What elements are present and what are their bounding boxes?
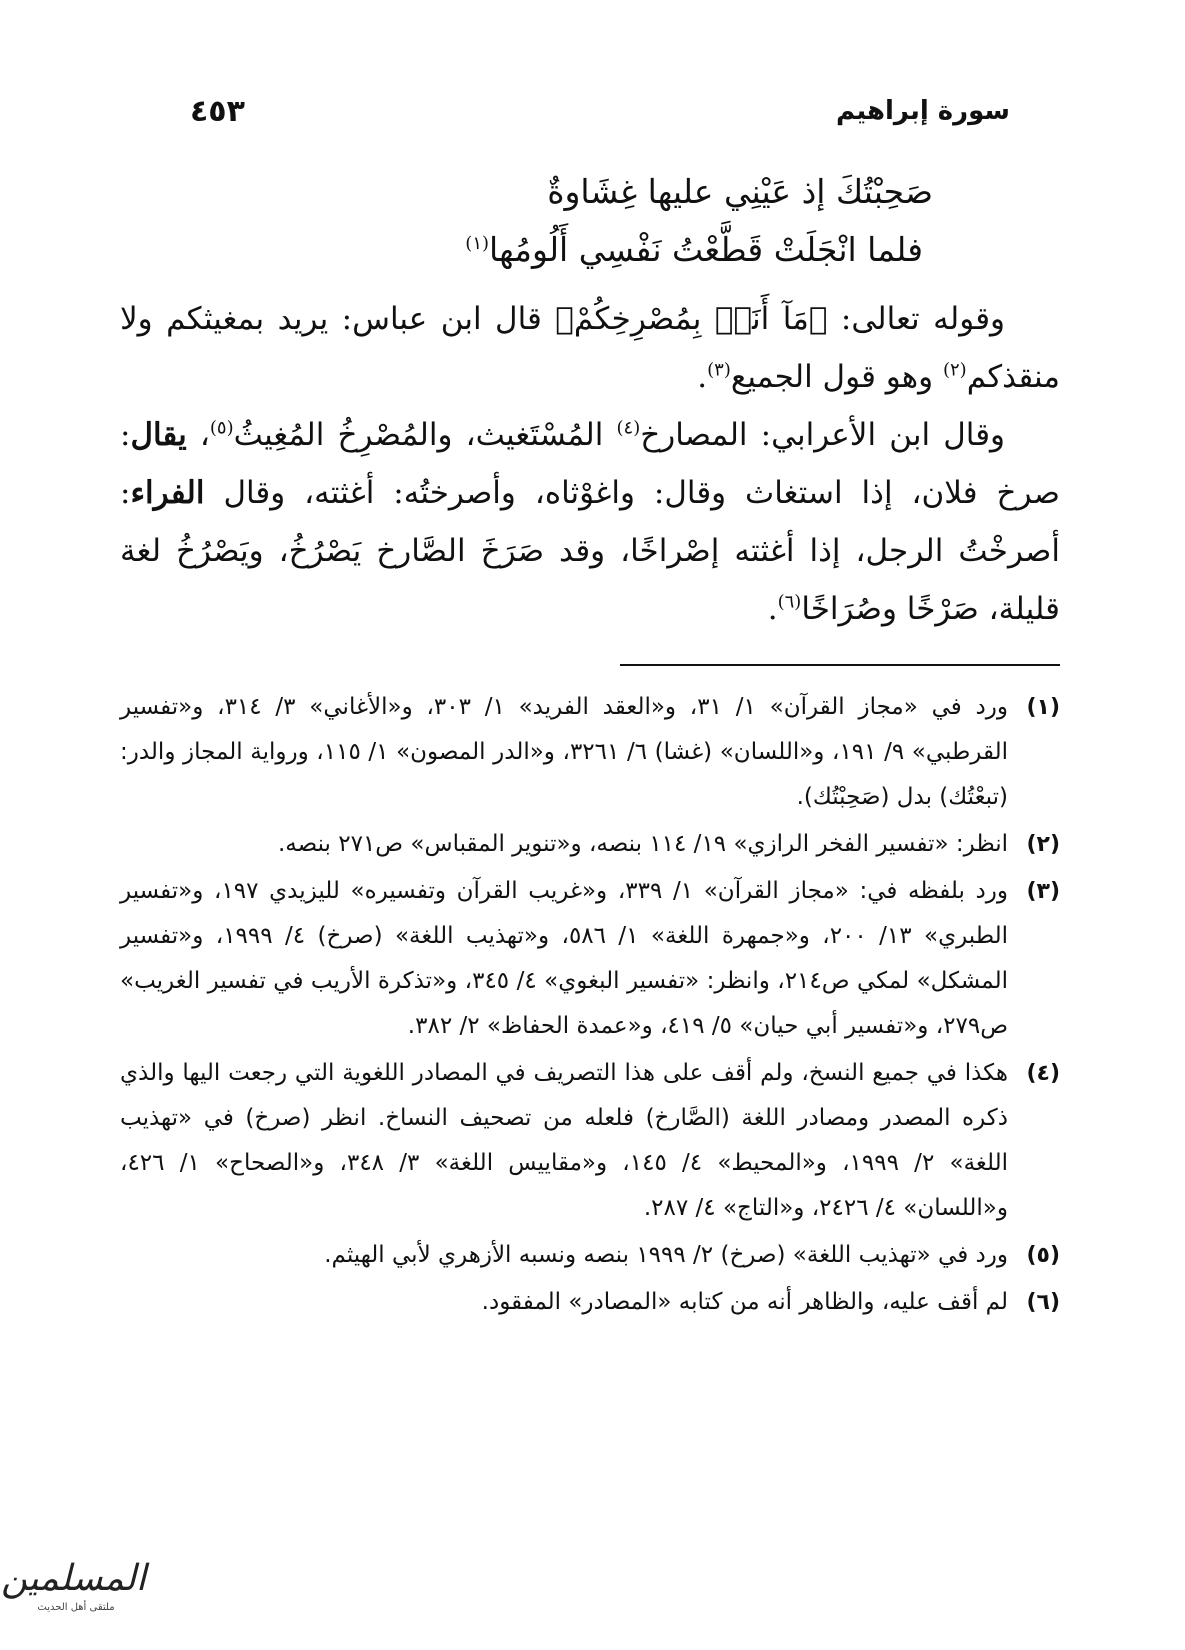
page-number: ٤٥٣	[190, 93, 245, 129]
footnote-number: (١)	[1026, 695, 1060, 720]
footnote-2	[120, 822, 1060, 867]
footnote-ref-1: (١)	[465, 233, 490, 254]
term-farra: الفراء	[130, 475, 205, 511]
poetry-line-2	[465, 230, 923, 269]
paragraph-2-start: وقال ابن الأعرابي: المصارخ	[640, 417, 1005, 453]
footnote-5	[120, 1233, 1060, 1278]
poetry-line-1	[547, 172, 933, 211]
footnote-number: (٥)	[1026, 1243, 1060, 1268]
footnote-4	[120, 1051, 1060, 1231]
footnote-text: انظر: «تفسير الفخر الرازي» ١٩/ ١١٤ بنصه، و«تنوير المقباس» ص٢٧١ بنصه.	[277, 831, 1008, 857]
footnote-ref-2: (٢)	[942, 359, 967, 381]
poetry-line-1-text: صَحِبْتُكَ إذ عَيْنِي عليها غِشَاوةٌ	[547, 172, 933, 211]
footnote-ref-4: (٤)	[616, 417, 641, 439]
watermark-small-text: ملتقى أهل الحديث	[37, 1602, 115, 1613]
paragraph-2	[120, 406, 1060, 638]
paragraph-1-end: .	[697, 359, 708, 395]
watermark-main-text: المسلمين	[1, 1558, 146, 1599]
footnote-text: لم أقف عليه، والظاهر أنه من كتابه «المصادر» المفقود.	[481, 1289, 1008, 1315]
footnote-text: ورد في «مجاز القرآن» ١/ ٣١، و«العقد الفريد» ١/ ٣٠٣، و«الأغاني» ٣/ ٣١٤، و«تفسير القرطبي» ٩/ ١٩١، و«اللسان» (غشا) ٦/ ٣٢٦١، و«الدر المصون» ١/ ١١٥، ورواية المجاز والدر: (تبعْتُك) بدل (صَحِبْتُك).	[120, 694, 1009, 810]
footnote-number: (٣)	[1026, 879, 1060, 904]
footnote-ref-5: (٥)	[209, 417, 234, 439]
paragraph-2-end: .	[767, 591, 778, 627]
footnote-text: ورد في «تهذيب اللغة» (صرخ) ٢/ ١٩٩٩ بنصه ونسبه الأزهري لأبي الهيثم.	[324, 1242, 1008, 1268]
term-yuqal: يقال	[130, 417, 187, 453]
paragraph-1-mid: وهو قول الجميع	[730, 359, 943, 395]
main-text	[120, 290, 1060, 638]
footnote-ref-6: (٦)	[777, 591, 802, 613]
paragraph-1	[120, 290, 1060, 406]
paragraph-2-cont: : صرخ فلان، إذا استغاث وقال: واغوْثاه، وأصرختُه: أغثته، وقال	[120, 417, 1060, 511]
footnote-6	[120, 1280, 1060, 1325]
footnote-3	[120, 869, 1060, 1049]
footnote-1	[120, 685, 1060, 820]
footnotes	[120, 685, 1060, 1327]
footnote-ref-3: (٣)	[707, 359, 731, 381]
footnote-text: ورد بلفظه في: «مجاز القرآن» ١/ ٣٣٩، و«غريب القرآن وتفسيره» لليزيدي ١٩٧، و«تفسير الطبري» ١٣/ ٢٠٠، و«جمهرة اللغة» ١/ ٥٨٦، و«تهذيب اللغة» (صرخ) ٤/ ١٩٩٩، و«تفسير المشكل» لمكي ص٢١٤، وانظر: «تفسير البغوي» ٤/ ٣٤٥، و«تذكرة الأريب في تفسير الغريب» ص٢٧٩، و«تفسير أبي حيان» ٥/ ٤١٩، و«عمدة الحفاظ» ٢/ ٣٨٢.	[120, 878, 1009, 1039]
paragraph-2-sep: ،	[186, 417, 210, 453]
footnote-number: (٤)	[1026, 1061, 1060, 1086]
paragraph-1-intro: وقوله تعالى: ﴿مَآ أَنَا۠ بِمُصْرِخِكُمْ﴾ قال ابن عباس: يريد بمغيثكم ولا منقذكم	[120, 301, 1060, 395]
footnote-number: (٢)	[1026, 832, 1060, 857]
footnote-text: هكذا في جميع النسخ، ولم أقف على هذا التصريف في المصادر اللغوية التي رجعت اليها والذي ذكره المصدر ومصادر اللغة (الصَّارخ) فلعله من تصحيف النساخ. انظر (صرخ) في «تهذيب اللغة» ٢/ ١٩٩٩، و«المحيط» ٤/ ١٤٥، و«مقاييس اللغة» ٣/ ٣٤٨، و«الصحاح» ١/ ٤٢٦، و«اللسان» ٤/ ٢٤٢٦، و«التاج» ٤/ ٢٨٧.	[120, 1060, 1009, 1221]
footnote-number: (٦)	[1026, 1290, 1060, 1315]
paragraph-2-mid: المُسْتَغيث، والمُصْرِخُ المُغِيثُ	[233, 417, 617, 453]
poetry-line-2-text: فلما انْجَلَتْ قَطَّعْتُ نَفْسِي أَلُومُها	[489, 230, 923, 269]
watermark-logo	[1, 1556, 146, 1626]
page-header	[190, 86, 1010, 136]
paragraph-2-tail: : أصرخْتُ الرجل، إذا أغثته إصْراخًا، وقد صَرَخَ الصَّارخ يَصْرُخُ، ويَصْرُخُ لغة قليلة، صَرْخًا وصُرَاخًا	[120, 475, 1060, 627]
footnote-separator	[620, 664, 1060, 666]
surah-title: سورة إبراهيم	[835, 96, 1010, 126]
